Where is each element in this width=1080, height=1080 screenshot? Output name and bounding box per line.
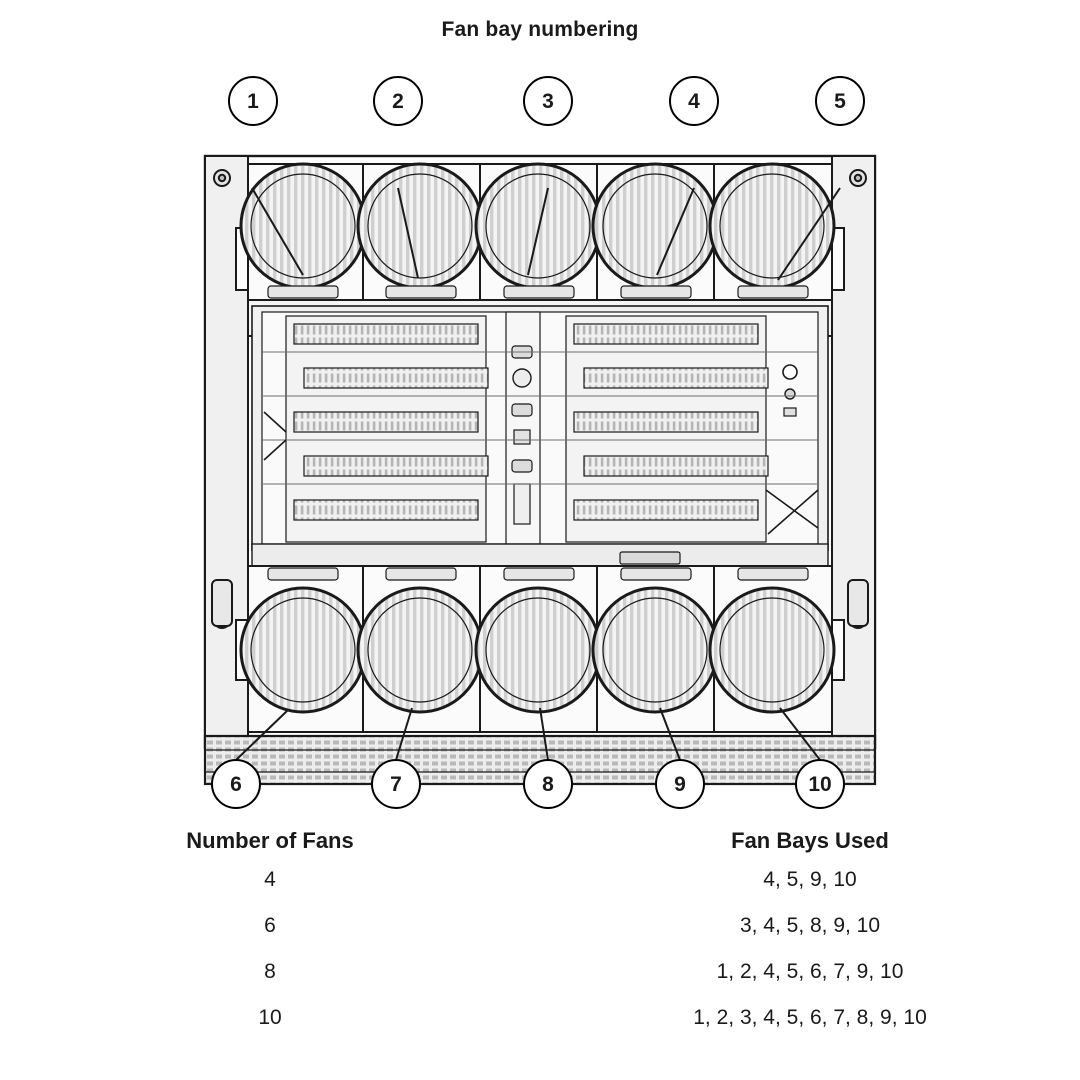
cell-number-of-fans: 4 — [264, 868, 276, 891]
callout-label: 4 — [688, 89, 700, 113]
cell-number-of-fans: 6 — [264, 914, 276, 937]
column-header-fan-bays-used: Fan Bays Used — [731, 828, 889, 853]
callout-label: 5 — [834, 89, 846, 113]
cell-fan-bays-used: 1, 2, 3, 4, 5, 6, 7, 8, 9, 10 — [693, 1006, 927, 1029]
callout-label: 3 — [542, 89, 554, 113]
callout-8 — [523, 759, 573, 809]
chassis-rear-view-illustration — [0, 60, 1080, 820]
fan-bay-table — [0, 828, 1080, 1052]
callout-6 — [211, 759, 261, 809]
callout-label: 2 — [392, 89, 404, 113]
callout-9 — [655, 759, 705, 809]
callout-label: 1 — [247, 89, 259, 113]
callout-7 — [371, 759, 421, 809]
callout-10 — [795, 759, 845, 809]
column-header-number-of-fans: Number of Fans — [186, 828, 354, 853]
callout-label: 8 — [542, 772, 554, 796]
callout-label: 6 — [230, 772, 242, 796]
table-row — [0, 960, 1080, 1006]
callout-label: 7 — [390, 772, 402, 796]
callout-4 — [669, 76, 719, 126]
callout-label: 10 — [808, 772, 832, 796]
callout-3 — [523, 76, 573, 126]
cell-fan-bays-used: 1, 2, 4, 5, 6, 7, 9, 10 — [716, 960, 904, 983]
callout-1 — [228, 76, 278, 126]
callout-2 — [373, 76, 423, 126]
table-row — [0, 868, 1080, 914]
cell-number-of-fans: 8 — [264, 960, 276, 983]
table-row — [0, 914, 1080, 960]
callout-5 — [815, 76, 865, 126]
callout-label: 9 — [674, 772, 686, 796]
table-row — [0, 1006, 1080, 1052]
page-title: Fan bay numbering — [441, 18, 639, 41]
cell-number-of-fans: 10 — [258, 1006, 282, 1029]
fan-bay-diagram — [0, 60, 1080, 820]
cell-fan-bays-used: 4, 5, 9, 10 — [763, 868, 857, 891]
table-header-row — [0, 828, 1080, 868]
cell-fan-bays-used: 3, 4, 5, 8, 9, 10 — [739, 914, 881, 937]
